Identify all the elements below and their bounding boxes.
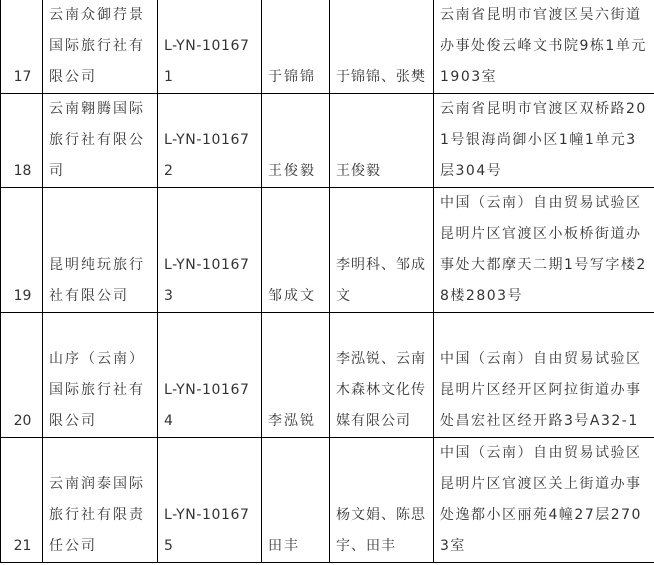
row-number: 18 — [1, 94, 43, 188]
license-number: L-YN-101674 — [158, 313, 262, 438]
table-row — [1, 313, 654, 438]
shareholders: 杨文娟、陈思宇、田丰 — [330, 438, 434, 563]
shareholders: 于锦锦、张樊 — [330, 0, 434, 94]
license-number: L-YN-101675 — [158, 438, 262, 563]
legal-representative: 田丰 — [262, 438, 330, 563]
company-name: 云南润泰国际旅行社有限责任公司 — [43, 438, 158, 563]
company-name: 云南翱腾国际旅行社有限公司 — [43, 94, 158, 188]
row-number: 19 — [1, 188, 43, 313]
shareholders: 王俊毅 — [330, 94, 434, 188]
company-name: 云南众御荇景国际旅行社有限公司 — [43, 0, 158, 94]
license-number: L-YN-101673 — [158, 188, 262, 313]
row-number: 20 — [1, 313, 43, 438]
shareholders: 李明科、邹成文 — [330, 188, 434, 313]
address: 中国（云南）自由贸易试验区昆明片区官渡区关上街道办事处逸都小区丽苑4幢27层2703室 — [434, 438, 654, 563]
shareholders: 李泓锐、云南木森林文化传媒有限公司 — [330, 313, 434, 438]
company-name: 山序（云南）国际旅行社有限公司 — [43, 313, 158, 438]
address: 中国（云南）自由贸易试验区昆明片区经开区阿拉街道办事处昌宏社区经开路3号A32-1 — [434, 313, 654, 438]
legal-representative: 李泓锐 — [262, 313, 330, 438]
legal-representative: 于锦锦 — [262, 0, 330, 94]
table-row — [1, 0, 654, 94]
license-number: L-YN-101672 — [158, 94, 262, 188]
row-number: 17 — [1, 0, 43, 94]
table-row — [1, 188, 654, 313]
address: 云南省昆明市官渡区吴六街道办事处俊云峰文书院9栋1单元1903室 — [434, 0, 654, 94]
company-name: 昆明纯玩旅行社有限公司 — [43, 188, 158, 313]
row-number: 21 — [1, 438, 43, 563]
address: 中国（云南）自由贸易试验区昆明片区官渡区小板桥街道办事处大都摩天二期1号写字楼28楼2803号 — [434, 188, 654, 313]
table-row — [1, 438, 654, 563]
address: 云南省昆明市官渡区双桥路201号银海尚御小区1幢1单元3层304号 — [434, 94, 654, 188]
legal-representative: 王俊毅 — [262, 94, 330, 188]
legal-representative: 邹成文 — [262, 188, 330, 313]
license-number: L-YN-101671 — [158, 0, 262, 94]
table-row — [1, 94, 654, 188]
